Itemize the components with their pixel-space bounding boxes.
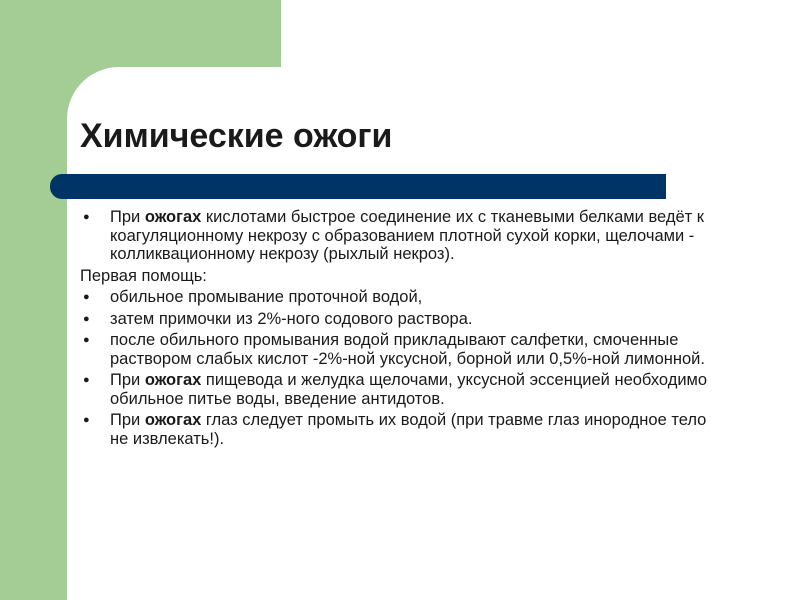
- bullet-icon: ●: [83, 211, 90, 223]
- item-text-bold: ожогах: [144, 411, 202, 429]
- item-text-bold: ожогах: [144, 208, 202, 226]
- list-item: [80, 331, 720, 368]
- bullet-icon: ●: [83, 374, 90, 386]
- bullet-icon: ●: [83, 312, 90, 325]
- title-underline-bar: [50, 174, 666, 199]
- first-aid-heading: Первая помощь:: [80, 266, 207, 285]
- slide-title: Химические ожоги: [80, 117, 393, 155]
- item-text-pre: При: [110, 371, 145, 389]
- item-text-pre: При: [110, 208, 145, 226]
- list-item: [80, 371, 720, 408]
- item-text-post: глаз следует промыть их водой (при травме глаз инородное тело не извлекать!).: [110, 411, 707, 448]
- item-text-post: пищевода и желудка щелочами, уксусной эссенцией необходимо обильное питье воды, введение антидотов.: [110, 371, 708, 408]
- bullet-icon: ●: [83, 291, 90, 303]
- list-item: [80, 288, 720, 307]
- item-text: обильное промывание проточной водой,: [110, 288, 423, 306]
- list-item: [80, 411, 720, 448]
- list-item: [80, 208, 720, 264]
- list-item: [80, 310, 720, 329]
- slide-body: [80, 208, 720, 451]
- item-text: после обильного промывания водой прикладывают салфетки, смоченные раствором слабых кислот -2%-ной уксусной, борной или 0,5%-ной лимонной.: [110, 331, 705, 368]
- item-text-pre: При: [110, 411, 145, 429]
- item-text-bold: ожогах: [144, 371, 202, 389]
- bullet-icon: ●: [83, 334, 90, 346]
- bullet-icon: ●: [83, 414, 90, 426]
- item-text: затем примочки из 2%-ного содового раствора.: [110, 309, 473, 328]
- item-text-post: кислотами быстрое соединение их с тканевыми белками ведёт к коагуляционному некрозу с образованием плотной сухой корки, щелочами - колликвационному некрозу (рыхлый некроз).: [110, 208, 705, 263]
